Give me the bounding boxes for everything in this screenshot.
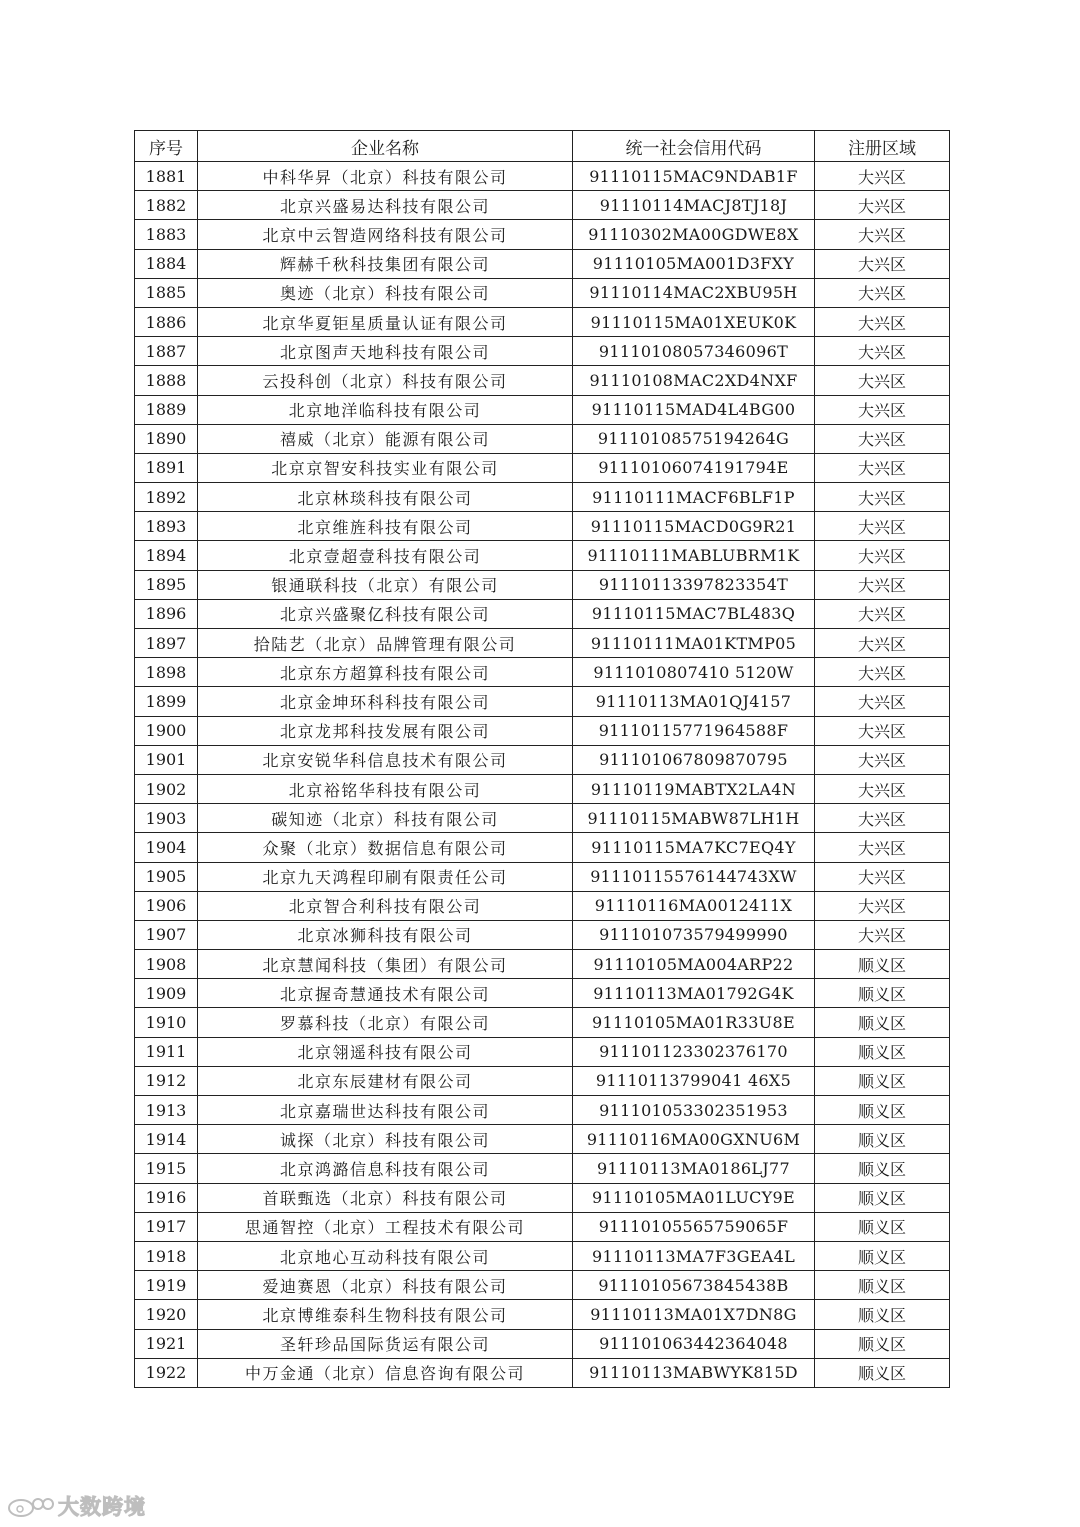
row-credit-code: 91110105MA01LUCY9E	[573, 1183, 815, 1212]
row-credit-code: 91110106074191794E	[573, 453, 815, 482]
row-company-name: 诚探（北京）科技有限公司	[198, 1125, 573, 1154]
row-credit-code: 91110116MA00GXNU6M	[573, 1125, 815, 1154]
table-row	[135, 366, 950, 395]
row-credit-code: 91110108MAC2XD4NXF	[573, 366, 815, 395]
table-body	[135, 162, 950, 1388]
row-district: 大兴区	[815, 249, 950, 278]
row-seq: 1887	[135, 337, 198, 366]
row-company-name: 北京华夏钜星质量认证有限公司	[198, 307, 573, 336]
table-row	[135, 1241, 950, 1270]
row-credit-code: 91110105673845438B	[573, 1271, 815, 1300]
row-company-name: 北京九天鸿程印刷有限责任公司	[198, 862, 573, 891]
row-district: 大兴区	[815, 862, 950, 891]
row-company-name: 奥迹（北京）科技有限公司	[198, 278, 573, 307]
row-company-name: 爱迪赛恩（北京）科技有限公司	[198, 1271, 573, 1300]
row-credit-code: 91110113397823354T	[573, 570, 815, 599]
row-district: 顺义区	[815, 1358, 950, 1387]
row-seq: 1905	[135, 862, 198, 891]
row-credit-code: 91110115576144743XW	[573, 862, 815, 891]
row-company-name: 北京博维泰科生物科技有限公司	[198, 1300, 573, 1329]
row-credit-code: 91110105MA004ARP22	[573, 950, 815, 979]
row-credit-code: 911101063442364048	[573, 1329, 815, 1358]
row-district: 大兴区	[815, 395, 950, 424]
row-seq: 1915	[135, 1154, 198, 1183]
row-company-name: 中科华昇（北京）科技有限公司	[198, 162, 573, 191]
row-company-name: 北京裕铭华科技有限公司	[198, 774, 573, 803]
header-seq: 序号	[135, 131, 198, 162]
row-district: 大兴区	[815, 512, 950, 541]
row-seq: 1881	[135, 162, 198, 191]
row-credit-code: 91110111MA01KTMP05	[573, 629, 815, 658]
row-seq: 1908	[135, 950, 198, 979]
row-district: 大兴区	[815, 191, 950, 220]
row-seq: 1882	[135, 191, 198, 220]
row-district: 大兴区	[815, 774, 950, 803]
table-row	[135, 162, 950, 191]
row-company-name: 北京中云智造网络科技有限公司	[198, 220, 573, 249]
table-header-row	[135, 131, 950, 162]
row-credit-code: 91110111MACF6BLF1P	[573, 483, 815, 512]
row-credit-code: 91110302MA00GDWE8X	[573, 220, 815, 249]
table-row	[135, 1329, 950, 1358]
row-seq: 1899	[135, 687, 198, 716]
row-district: 顺义区	[815, 1066, 950, 1095]
row-district: 大兴区	[815, 629, 950, 658]
row-company-name: 北京冰狮科技有限公司	[198, 920, 573, 949]
row-seq: 1909	[135, 979, 198, 1008]
row-district: 大兴区	[815, 424, 950, 453]
watermark-text: 大数跨境	[58, 1495, 146, 1519]
row-credit-code: 91110108057346096T	[573, 337, 815, 366]
row-district: 大兴区	[815, 541, 950, 570]
row-district: 顺义区	[815, 1241, 950, 1270]
table-row	[135, 979, 950, 1008]
row-seq: 1904	[135, 833, 198, 862]
row-credit-code: 91110113799041 46X5	[573, 1066, 815, 1095]
table-row	[135, 1125, 950, 1154]
row-company-name: 北京壹超壹科技有限公司	[198, 541, 573, 570]
row-district: 大兴区	[815, 920, 950, 949]
row-credit-code: 911101073579499990	[573, 920, 815, 949]
row-district: 顺义区	[815, 1096, 950, 1125]
row-credit-code: 91110113MA01X7DN8G	[573, 1300, 815, 1329]
table-row	[135, 1358, 950, 1387]
row-seq: 1902	[135, 774, 198, 803]
row-company-name: 思通智控（北京）工程技术有限公司	[198, 1212, 573, 1241]
row-company-name: 北京东方超算科技有限公司	[198, 658, 573, 687]
row-district: 大兴区	[815, 337, 950, 366]
table-row	[135, 1008, 950, 1037]
row-company-name: 北京兴盛聚亿科技有限公司	[198, 599, 573, 628]
row-credit-code: 91110113MA01792G4K	[573, 979, 815, 1008]
row-company-name: 北京东辰建材有限公司	[198, 1066, 573, 1095]
header-credit-code: 统一社会信用代码	[573, 131, 815, 162]
row-company-name: 北京安锐华科信息技术有限公司	[198, 745, 573, 774]
row-company-name: 北京鸿潞信息科技有限公司	[198, 1154, 573, 1183]
row-seq: 1885	[135, 278, 198, 307]
row-seq: 1907	[135, 920, 198, 949]
row-district: 顺义区	[815, 1154, 950, 1183]
table-row	[135, 424, 950, 453]
row-company-name: 禧威（北京）能源有限公司	[198, 424, 573, 453]
row-credit-code: 91110113MABWYK815D	[573, 1358, 815, 1387]
row-district: 大兴区	[815, 307, 950, 336]
row-district: 大兴区	[815, 891, 950, 920]
row-district: 顺义区	[815, 979, 950, 1008]
table-row	[135, 307, 950, 336]
row-seq: 1894	[135, 541, 198, 570]
row-district: 大兴区	[815, 570, 950, 599]
row-credit-code: 911101053302351953	[573, 1096, 815, 1125]
row-seq: 1883	[135, 220, 198, 249]
row-credit-code: 91110113MA01QJ4157	[573, 687, 815, 716]
row-district: 顺义区	[815, 1271, 950, 1300]
row-company-name: 碳知迹（北京）科技有限公司	[198, 804, 573, 833]
row-district: 大兴区	[815, 278, 950, 307]
table-row	[135, 687, 950, 716]
row-company-name: 北京林琰科技有限公司	[198, 483, 573, 512]
table-row	[135, 1271, 950, 1300]
row-credit-code: 9111010807410 5120W	[573, 658, 815, 687]
row-seq: 1893	[135, 512, 198, 541]
table-row	[135, 337, 950, 366]
row-company-name: 北京智合利科技有限公司	[198, 891, 573, 920]
row-credit-code: 91110111MABLUBRM1K	[573, 541, 815, 570]
table-row	[135, 395, 950, 424]
table-row	[135, 1037, 950, 1066]
row-district: 顺义区	[815, 950, 950, 979]
table-row	[135, 1183, 950, 1212]
table-row	[135, 249, 950, 278]
header-district: 注册区域	[815, 131, 950, 162]
row-credit-code: 911101123302376170	[573, 1037, 815, 1066]
row-district: 顺义区	[815, 1183, 950, 1212]
row-credit-code: 91110105MA001D3FXY	[573, 249, 815, 278]
row-seq: 1910	[135, 1008, 198, 1037]
row-seq: 1889	[135, 395, 198, 424]
row-district: 大兴区	[815, 687, 950, 716]
table-row	[135, 629, 950, 658]
row-seq: 1922	[135, 1358, 198, 1387]
table-row	[135, 220, 950, 249]
row-seq: 1901	[135, 745, 198, 774]
table-row	[135, 541, 950, 570]
row-company-name: 北京维旌科技有限公司	[198, 512, 573, 541]
table-row	[135, 1300, 950, 1329]
watermark	[6, 1491, 146, 1521]
row-district: 顺义区	[815, 1300, 950, 1329]
table-row	[135, 920, 950, 949]
row-credit-code: 91110119MABTX2LA4N	[573, 774, 815, 803]
row-company-name: 北京地洋临科技有限公司	[198, 395, 573, 424]
table-row	[135, 862, 950, 891]
row-district: 大兴区	[815, 745, 950, 774]
row-credit-code: 91110115MA01XEUK0K	[573, 307, 815, 336]
row-seq: 1917	[135, 1212, 198, 1241]
row-district: 大兴区	[815, 366, 950, 395]
row-seq: 1913	[135, 1096, 198, 1125]
table-row	[135, 833, 950, 862]
row-district: 顺义区	[815, 1329, 950, 1358]
table-row	[135, 1212, 950, 1241]
table-row	[135, 570, 950, 599]
row-district: 大兴区	[815, 220, 950, 249]
row-credit-code: 91110115771964588F	[573, 716, 815, 745]
row-company-name: 众聚（北京）数据信息有限公司	[198, 833, 573, 862]
row-credit-code: 91110115MA7KC7EQ4Y	[573, 833, 815, 862]
row-company-name: 云投科创（北京）科技有限公司	[198, 366, 573, 395]
row-company-name: 圣轩珍品国际货运有限公司	[198, 1329, 573, 1358]
row-seq: 1890	[135, 424, 198, 453]
row-company-name: 北京兴盛易达科技有限公司	[198, 191, 573, 220]
row-credit-code: 91110115MAC7BL483Q	[573, 599, 815, 628]
row-district: 顺义区	[815, 1037, 950, 1066]
row-credit-code: 91110105565759065F	[573, 1212, 815, 1241]
row-seq: 1918	[135, 1241, 198, 1270]
table-row	[135, 950, 950, 979]
row-credit-code: 91110105MA01R33U8E	[573, 1008, 815, 1037]
row-district: 大兴区	[815, 804, 950, 833]
row-seq: 1916	[135, 1183, 198, 1212]
row-credit-code: 91110115MACD0G9R21	[573, 512, 815, 541]
row-seq: 1898	[135, 658, 198, 687]
weibo-logo-icon	[6, 1493, 54, 1519]
row-seq: 1884	[135, 249, 198, 278]
row-company-name: 首联甄选（北京）科技有限公司	[198, 1183, 573, 1212]
row-company-name: 中万金通（北京）信息咨询有限公司	[198, 1358, 573, 1387]
row-district: 顺义区	[815, 1008, 950, 1037]
table-row	[135, 453, 950, 482]
row-company-name: 北京京智安科技实业有限公司	[198, 453, 573, 482]
header-company-name: 企业名称	[198, 131, 573, 162]
row-credit-code: 91110113MA7F3GEA4L	[573, 1241, 815, 1270]
table-row	[135, 278, 950, 307]
row-district: 顺义区	[815, 1125, 950, 1154]
row-district: 大兴区	[815, 833, 950, 862]
table-row	[135, 774, 950, 803]
row-company-name: 北京嘉瑞世达科技有限公司	[198, 1096, 573, 1125]
row-company-name: 北京翎遥科技有限公司	[198, 1037, 573, 1066]
row-credit-code: 91110114MACJ8TJ18J	[573, 191, 815, 220]
table-row	[135, 1096, 950, 1125]
row-credit-code: 91110115MABW87LH1H	[573, 804, 815, 833]
row-seq: 1888	[135, 366, 198, 395]
table-row	[135, 745, 950, 774]
table-row	[135, 599, 950, 628]
table-row	[135, 1154, 950, 1183]
row-seq: 1921	[135, 1329, 198, 1358]
table-row	[135, 804, 950, 833]
table-row	[135, 512, 950, 541]
row-company-name: 北京慧闻科技（集团）有限公司	[198, 950, 573, 979]
row-credit-code: 91110116MA0012411X	[573, 891, 815, 920]
row-seq: 1911	[135, 1037, 198, 1066]
row-company-name: 北京握奇慧通技术有限公司	[198, 979, 573, 1008]
table-row	[135, 483, 950, 512]
table-row	[135, 891, 950, 920]
row-credit-code: 91110108575194264G	[573, 424, 815, 453]
row-credit-code: 91110113MA0186LJ77	[573, 1154, 815, 1183]
row-company-name: 罗慕科技（北京）有限公司	[198, 1008, 573, 1037]
table-row	[135, 716, 950, 745]
row-company-name: 拾陆艺（北京）品牌管理有限公司	[198, 629, 573, 658]
row-district: 大兴区	[815, 716, 950, 745]
row-seq: 1906	[135, 891, 198, 920]
row-company-name: 北京图声天地科技有限公司	[198, 337, 573, 366]
row-district: 大兴区	[815, 453, 950, 482]
row-seq: 1886	[135, 307, 198, 336]
row-district: 大兴区	[815, 483, 950, 512]
row-district: 大兴区	[815, 162, 950, 191]
row-seq: 1912	[135, 1066, 198, 1095]
row-seq: 1892	[135, 483, 198, 512]
row-seq: 1891	[135, 453, 198, 482]
row-credit-code: 911101067809870795	[573, 745, 815, 774]
row-credit-code: 91110115MAC9NDAB1F	[573, 162, 815, 191]
row-company-name: 北京金坤环科科技有限公司	[198, 687, 573, 716]
row-seq: 1897	[135, 629, 198, 658]
row-seq: 1920	[135, 1300, 198, 1329]
row-seq: 1895	[135, 570, 198, 599]
row-company-name: 辉赫千秋科技集团有限公司	[198, 249, 573, 278]
row-company-name: 银通联科技（北京）有限公司	[198, 570, 573, 599]
row-district: 大兴区	[815, 599, 950, 628]
row-credit-code: 91110115MAD4L4BG00	[573, 395, 815, 424]
table-row	[135, 191, 950, 220]
row-seq: 1914	[135, 1125, 198, 1154]
row-seq: 1896	[135, 599, 198, 628]
row-seq: 1903	[135, 804, 198, 833]
row-company-name: 北京地心互动科技有限公司	[198, 1241, 573, 1270]
table-row	[135, 658, 950, 687]
row-district: 大兴区	[815, 658, 950, 687]
row-seq: 1900	[135, 716, 198, 745]
row-district: 顺义区	[815, 1212, 950, 1241]
row-credit-code: 91110114MAC2XBU95H	[573, 278, 815, 307]
enterprise-registry-table	[134, 130, 950, 1388]
row-company-name: 北京龙邦科技发展有限公司	[198, 716, 573, 745]
table-row	[135, 1066, 950, 1095]
row-seq: 1919	[135, 1271, 198, 1300]
